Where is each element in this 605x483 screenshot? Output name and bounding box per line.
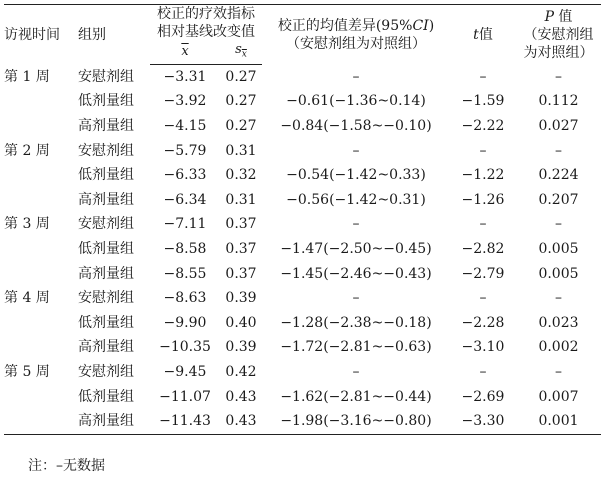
cell-p: 0.027 — [538, 118, 579, 135]
table-row — [4, 261, 601, 286]
cell-mean: −5.79 — [163, 142, 207, 159]
cell-p: 0.224 — [538, 167, 579, 184]
cell-sd: 0.37 — [225, 216, 257, 233]
cell-sd: 0.40 — [225, 314, 257, 331]
cell-group: 安慰剂组 — [78, 290, 134, 307]
results-table — [4, 4, 601, 435]
cell-group: 低剂量组 — [78, 93, 134, 110]
cell-diff: – — [352, 290, 360, 307]
cell-group: 高剂量组 — [78, 409, 150, 434]
header-p — [516, 5, 601, 65]
cell-sd: 0.39 — [225, 339, 257, 356]
header-diff-line2: （安慰剂组为对照组） — [286, 35, 426, 52]
cell-sd: 0.27 — [225, 93, 257, 110]
cell-p: 0.023 — [538, 314, 579, 331]
header-diff-ci: CI — [412, 17, 429, 34]
cell-group: 安慰剂组 — [78, 68, 134, 85]
cell-group: 高剂量组 — [78, 265, 134, 282]
cell-t: −2.79 — [461, 265, 505, 282]
cell-diff: −1.47(−2.50~−0.45) — [280, 241, 432, 258]
cell-diff: – — [352, 68, 360, 85]
table-row — [4, 114, 601, 139]
header-t-suffix: 值 — [478, 26, 493, 43]
cell-sd: 0.39 — [225, 290, 257, 307]
cell-mean: −11.43 — [150, 409, 220, 434]
header-sd — [220, 41, 262, 64]
cell-visit: 第 5 周 — [4, 364, 50, 381]
cell-diff: −0.54(−1.42~0.33) — [286, 167, 426, 184]
cell-visit — [4, 188, 78, 213]
header-adjusted-efficacy — [150, 5, 262, 42]
cell-p: 0.005 — [538, 241, 579, 258]
table-row — [4, 237, 601, 262]
cell-diff: −0.84(−1.58~−0.10) — [280, 118, 432, 135]
cell-visit — [4, 384, 78, 409]
cell-t: −2.28 — [461, 314, 505, 331]
table-row — [4, 286, 601, 311]
table-row — [4, 335, 601, 360]
header-row — [4, 5, 601, 42]
header-mean — [150, 41, 220, 64]
cell-diff: – — [352, 216, 360, 233]
cell-group: 低剂量组 — [78, 167, 134, 184]
header-p-line2: （安慰剂组 — [523, 26, 594, 43]
cell-diff: – — [352, 364, 360, 381]
cell-p: – — [555, 216, 562, 233]
cell-mean: −3.92 — [163, 93, 207, 110]
cell-diff: −1.28(−2.38~−0.18) — [280, 314, 432, 331]
cell-mean: −10.35 — [159, 339, 211, 356]
cell-t: −1.59 — [461, 93, 505, 110]
cell-group: 高剂量组 — [78, 191, 134, 208]
cell-p: – — [555, 142, 562, 159]
cell-group: 安慰剂组 — [78, 364, 134, 381]
cell-visit — [4, 89, 78, 114]
cell-mean: −4.15 — [163, 118, 207, 135]
cell-t: −2.69 — [461, 388, 505, 405]
header-sd-index: x — [241, 49, 247, 60]
cell-t: – — [479, 216, 487, 233]
header-p-line1 — [516, 8, 601, 26]
cell-t: −3.30 — [450, 409, 516, 434]
cell-visit — [4, 237, 78, 262]
cell-p: 0.002 — [538, 339, 579, 356]
cell-p: 0.207 — [538, 191, 579, 208]
table-row — [4, 89, 601, 114]
table-row — [4, 360, 601, 385]
cell-group: 低剂量组 — [78, 314, 134, 331]
cell-group: 安慰剂组 — [78, 142, 134, 159]
cell-mean: −8.63 — [163, 290, 207, 307]
cell-p: – — [555, 68, 562, 85]
table-row — [4, 163, 601, 188]
header-group: 组别 — [78, 5, 150, 65]
cell-mean: −9.45 — [163, 364, 207, 381]
cell-t: −3.10 — [461, 339, 505, 356]
cell-visit: 第 4 周 — [4, 290, 50, 307]
table-row — [4, 138, 601, 163]
header-p-suffix: 值 — [553, 8, 573, 25]
cell-p: 0.112 — [538, 93, 579, 110]
cell-t: – — [479, 142, 487, 159]
cell-t: −1.22 — [461, 167, 505, 184]
cell-visit — [4, 335, 78, 360]
header-diff-line1-pre: 校正的均值差异(95% — [277, 17, 413, 34]
cell-diff: – — [352, 142, 360, 159]
cell-visit: 第 1 周 — [4, 68, 50, 85]
cell-mean: −8.58 — [163, 241, 207, 258]
header-visit: 访视时间 — [4, 5, 78, 65]
cell-group: 安慰剂组 — [78, 216, 134, 233]
cell-t: – — [479, 290, 487, 307]
cell-t: – — [479, 364, 487, 381]
cell-diff: −0.61(−1.36~0.14) — [286, 93, 426, 110]
header-diff — [262, 5, 450, 65]
header-diff-line1-post: ) — [428, 17, 435, 34]
cell-visit — [4, 114, 78, 139]
cell-sd: 0.31 — [225, 142, 257, 159]
table-row — [4, 188, 601, 213]
cell-sd: 0.37 — [225, 265, 257, 282]
cell-mean: −8.55 — [163, 265, 207, 282]
table-row — [4, 64, 601, 89]
cell-mean: −6.33 — [163, 167, 207, 184]
table-row — [4, 311, 601, 336]
cell-group: 低剂量组 — [78, 241, 134, 258]
cell-mean: −3.31 — [163, 68, 207, 85]
cell-diff: −1.45(−2.46~−0.43) — [280, 265, 432, 282]
cell-p: 0.001 — [516, 409, 601, 434]
cell-visit — [4, 163, 78, 188]
table-header — [4, 5, 601, 65]
cell-p: 0.007 — [538, 388, 579, 405]
header-p-line3: 为对照组） — [523, 44, 594, 61]
cell-t: −2.82 — [461, 241, 505, 258]
table-row — [4, 409, 601, 434]
header-t-symbol: t — [473, 26, 479, 43]
cell-sd: 0.42 — [225, 364, 257, 381]
header-adjusted-efficacy-line2: 相对基线改变值 — [157, 24, 255, 40]
cell-diff: −1.98(−3.16~−0.80) — [262, 409, 450, 434]
cell-mean: −9.90 — [163, 314, 207, 331]
cell-visit — [4, 409, 78, 434]
cell-t: −1.26 — [461, 191, 505, 208]
header-p-symbol: P — [544, 8, 554, 25]
cell-sd: 0.27 — [225, 118, 257, 135]
cell-t: −2.22 — [461, 118, 505, 135]
cell-t: – — [479, 68, 487, 85]
cell-sd: 0.27 — [225, 68, 257, 85]
table-row — [4, 212, 601, 237]
cell-diff: −1.72(−2.81~−0.63) — [280, 339, 432, 356]
cell-mean: −11.07 — [159, 388, 211, 405]
cell-sd: 0.32 — [225, 167, 257, 184]
cell-diff: −0.56(−1.42~0.31) — [286, 191, 426, 208]
header-sd-symbol: s — [235, 42, 242, 57]
table-row — [4, 384, 601, 409]
cell-visit — [4, 311, 78, 336]
cell-sd: 0.43 — [220, 409, 262, 434]
cell-p: – — [555, 290, 562, 307]
header-t — [450, 5, 516, 65]
cell-p: 0.005 — [538, 265, 579, 282]
cell-visit: 第 2 周 — [4, 142, 50, 159]
cell-p: – — [555, 364, 562, 381]
header-mean-symbol: $\overline{x}$ — [181, 44, 189, 60]
cell-group: 高剂量组 — [78, 339, 134, 356]
header-adjusted-efficacy-line1: 校正的疗效指标 — [157, 6, 255, 22]
cell-group: 低剂量组 — [78, 388, 134, 405]
cell-mean: −6.34 — [163, 191, 207, 208]
cell-mean: −7.11 — [163, 216, 207, 233]
cell-sd: 0.43 — [225, 388, 257, 405]
header-diff-line1 — [262, 17, 450, 35]
cell-sd: 0.31 — [225, 191, 257, 208]
cell-visit: 第 3 周 — [4, 216, 50, 233]
cell-visit — [4, 261, 78, 286]
table-body — [4, 64, 601, 434]
cell-group: 高剂量组 — [78, 118, 134, 135]
cell-diff: −1.62(−2.81~−0.44) — [280, 388, 432, 405]
cell-sd: 0.37 — [225, 241, 257, 258]
table-note: 注：–无数据 — [28, 458, 105, 474]
